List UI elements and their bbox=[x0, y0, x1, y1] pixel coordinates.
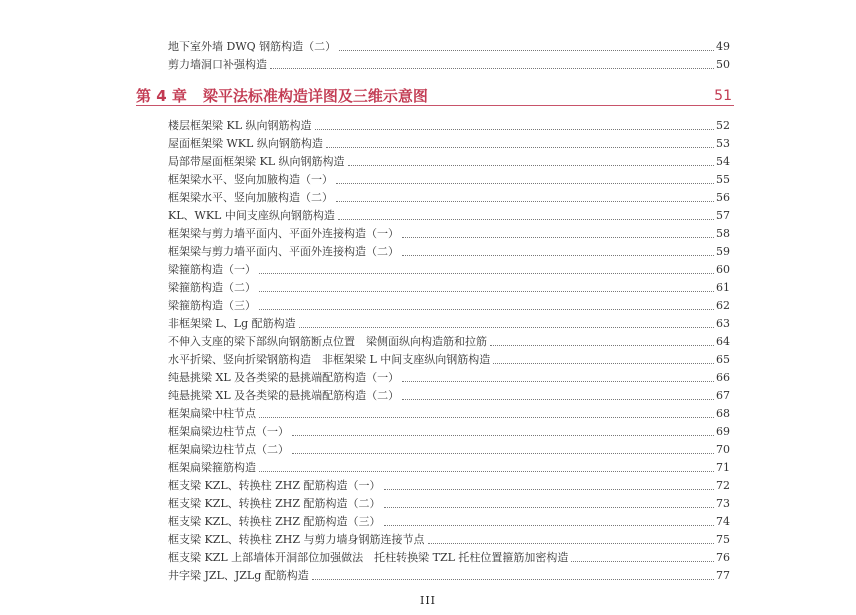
dot-leader bbox=[292, 452, 714, 454]
toc-entry[interactable] bbox=[168, 403, 730, 421]
toc-entry[interactable] bbox=[168, 367, 730, 385]
toc-entry-page: 74 bbox=[716, 515, 730, 528]
toc-entry-title: 框架扁梁边柱节点（一） bbox=[168, 425, 289, 438]
toc-entry-page: 76 bbox=[716, 551, 730, 564]
toc-entry-title: 框架扁梁中柱节点 bbox=[168, 407, 256, 420]
toc-entry-page: 60 bbox=[716, 263, 730, 276]
toc-entry[interactable] bbox=[168, 349, 730, 367]
toc-entry[interactable] bbox=[168, 385, 730, 403]
toc-entry-title: 屋面框架梁 WKL 纵向钢筋构造 bbox=[168, 137, 323, 150]
dot-leader bbox=[493, 362, 714, 364]
toc-entry[interactable] bbox=[168, 151, 730, 169]
toc-entry-page: 58 bbox=[716, 227, 730, 240]
chapter-number: 第 4 章 bbox=[136, 87, 187, 105]
chapter-heading[interactable] bbox=[136, 86, 732, 105]
chapter-divider bbox=[136, 105, 734, 106]
dot-leader bbox=[402, 254, 714, 256]
toc-entry-title: 梁箍筋构造（二） bbox=[168, 281, 256, 294]
dot-leader bbox=[339, 49, 714, 51]
toc-entry[interactable] bbox=[168, 205, 730, 223]
toc-entry-title: 框架梁水平、竖向加腋构造（二） bbox=[168, 191, 333, 204]
toc-entry-page: 64 bbox=[716, 335, 730, 348]
dot-leader bbox=[338, 218, 714, 220]
toc-entry[interactable] bbox=[168, 439, 730, 457]
toc-entry-page: 55 bbox=[716, 173, 730, 186]
toc-entry[interactable] bbox=[168, 169, 730, 187]
dot-leader bbox=[299, 326, 714, 328]
toc-entry[interactable] bbox=[168, 475, 730, 493]
toc-entry-page: 68 bbox=[716, 407, 730, 420]
dot-leader bbox=[384, 488, 714, 490]
toc-entry-title: 纯悬挑梁 XL 及各类梁的悬挑端配筋构造（二） bbox=[168, 389, 400, 402]
chapter-page-number: 51 bbox=[714, 88, 732, 104]
dot-leader bbox=[259, 308, 714, 310]
toc-entry-page: 59 bbox=[716, 245, 730, 258]
dot-leader bbox=[336, 182, 714, 184]
dot-leader bbox=[402, 380, 714, 382]
toc-entry[interactable] bbox=[168, 511, 730, 529]
dot-leader bbox=[490, 344, 714, 346]
toc-entry-page: 52 bbox=[716, 119, 730, 132]
toc-entry-title: 楼层框架梁 KL 纵向钢筋构造 bbox=[168, 119, 312, 132]
dot-leader bbox=[384, 524, 714, 526]
toc-entry-page: 50 bbox=[716, 58, 730, 71]
toc-entry-page: 63 bbox=[716, 317, 730, 330]
toc-entry-title: 框支梁 KZL 上部墙体开洞部位加强做法 托柱转换梁 TZL 托柱位置箍筋加密构造 bbox=[168, 551, 569, 564]
dot-leader bbox=[402, 398, 714, 400]
dot-leader bbox=[336, 200, 714, 202]
toc-entry[interactable] bbox=[168, 493, 730, 511]
toc-entry-title: 框支梁 KZL、转换柱 ZHZ 与剪力墙身钢筋连接节点 bbox=[168, 533, 425, 546]
toc-entry-page: 65 bbox=[716, 353, 730, 366]
toc-entry-page: 77 bbox=[716, 569, 730, 582]
toc-entry-page: 69 bbox=[716, 425, 730, 438]
toc-entry-title: KL、WKL 中间支座纵向钢筋构造 bbox=[168, 209, 335, 222]
toc-entry[interactable] bbox=[168, 54, 730, 72]
toc-entry-title: 梁箍筋构造（一） bbox=[168, 263, 256, 276]
toc-entry-title: 框架扁梁箍筋构造 bbox=[168, 461, 256, 474]
dot-leader bbox=[259, 470, 714, 472]
toc-entry-page: 66 bbox=[716, 371, 730, 384]
toc-entry-title: 不伸入支座的梁下部纵向钢筋断点位置 梁侧面纵向构造筋和拉筋 bbox=[168, 335, 487, 348]
toc-entry[interactable] bbox=[168, 331, 730, 349]
toc-entry-title: 局部带屋面框架梁 KL 纵向钢筋构造 bbox=[168, 155, 345, 168]
toc-entry-title: 框架梁与剪力墙平面内、平面外连接构造（二） bbox=[168, 245, 399, 258]
dot-leader bbox=[259, 416, 714, 418]
toc-entry-title: 剪力墙洞口补强构造 bbox=[168, 58, 267, 71]
toc-entry-page: 57 bbox=[716, 209, 730, 222]
toc-entry-title: 框支梁 KZL、转换柱 ZHZ 配筋构造（三） bbox=[168, 515, 381, 528]
dot-leader bbox=[326, 146, 714, 148]
toc-entry-title: 井字梁 JZL、JZLg 配筋构造 bbox=[168, 569, 309, 582]
toc-entry-title: 水平折梁、竖向折梁钢筋构造 非框架梁 L 中间支座纵向钢筋构造 bbox=[168, 353, 491, 366]
dot-leader bbox=[384, 506, 714, 508]
toc-entry-title: 纯悬挑梁 XL 及各类梁的悬挑端配筋构造（一） bbox=[168, 371, 400, 384]
toc-entry-title: 框架梁水平、竖向加腋构造（一） bbox=[168, 173, 333, 186]
dot-leader bbox=[571, 560, 714, 562]
toc-entry[interactable] bbox=[168, 277, 730, 295]
toc-entry-title: 框支梁 KZL、转换柱 ZHZ 配筋构造（一） bbox=[168, 479, 381, 492]
toc-entry-page: 53 bbox=[716, 137, 730, 150]
toc-entry-page: 72 bbox=[716, 479, 730, 492]
toc-entry-title: 地下室外墙 DWQ 钢筋构造（二） bbox=[168, 40, 337, 53]
dot-leader bbox=[292, 434, 714, 436]
toc-entry-page: 61 bbox=[716, 281, 730, 294]
toc-entry-page: 49 bbox=[716, 40, 730, 53]
toc-entry[interactable] bbox=[168, 529, 730, 547]
toc-entry[interactable] bbox=[168, 259, 730, 277]
toc-entry[interactable] bbox=[168, 565, 730, 583]
toc-entry-page: 75 bbox=[716, 533, 730, 546]
chapter-title: 梁平法标准构造详图及三维示意图 bbox=[202, 87, 428, 105]
toc-entry-title: 框架扁梁边柱节点（二） bbox=[168, 443, 289, 456]
toc-entry-page: 71 bbox=[716, 461, 730, 474]
dot-leader bbox=[270, 67, 714, 69]
toc-entry-title: 梁箍筋构造（三） bbox=[168, 299, 256, 312]
toc-entry-title: 非框架梁 L、Lg 配筋构造 bbox=[168, 317, 296, 330]
toc-entry-page: 67 bbox=[716, 389, 730, 402]
toc-entry[interactable] bbox=[168, 133, 730, 151]
dot-leader bbox=[428, 542, 714, 544]
dot-leader bbox=[259, 290, 714, 292]
toc-entry-page: 62 bbox=[716, 299, 730, 312]
toc-entry[interactable] bbox=[168, 421, 730, 439]
toc-entry-page: 73 bbox=[716, 497, 730, 510]
toc-entry-title: 框架梁与剪力墙平面内、平面外连接构造（一） bbox=[168, 227, 399, 240]
toc-entry[interactable] bbox=[168, 457, 730, 475]
toc-entry-title: 框支梁 KZL、转换柱 ZHZ 配筋构造（二） bbox=[168, 497, 381, 510]
dot-leader bbox=[259, 272, 714, 274]
toc-entry[interactable] bbox=[168, 187, 730, 205]
toc-entry[interactable] bbox=[168, 313, 730, 331]
dot-leader bbox=[348, 164, 714, 166]
toc-entry[interactable] bbox=[168, 36, 730, 54]
toc-entry-page: 54 bbox=[716, 155, 730, 168]
toc-entry[interactable] bbox=[168, 223, 730, 241]
toc-entry-page: 56 bbox=[716, 191, 730, 204]
toc-entry[interactable] bbox=[168, 241, 730, 259]
dot-leader bbox=[402, 236, 714, 238]
toc-entry[interactable] bbox=[168, 115, 730, 133]
toc-entry[interactable] bbox=[168, 295, 730, 313]
toc-entry[interactable] bbox=[168, 547, 730, 565]
page-folio: III bbox=[419, 594, 437, 607]
toc-entry-page: 70 bbox=[716, 443, 730, 456]
dot-leader bbox=[312, 578, 714, 580]
dot-leader bbox=[315, 128, 714, 130]
